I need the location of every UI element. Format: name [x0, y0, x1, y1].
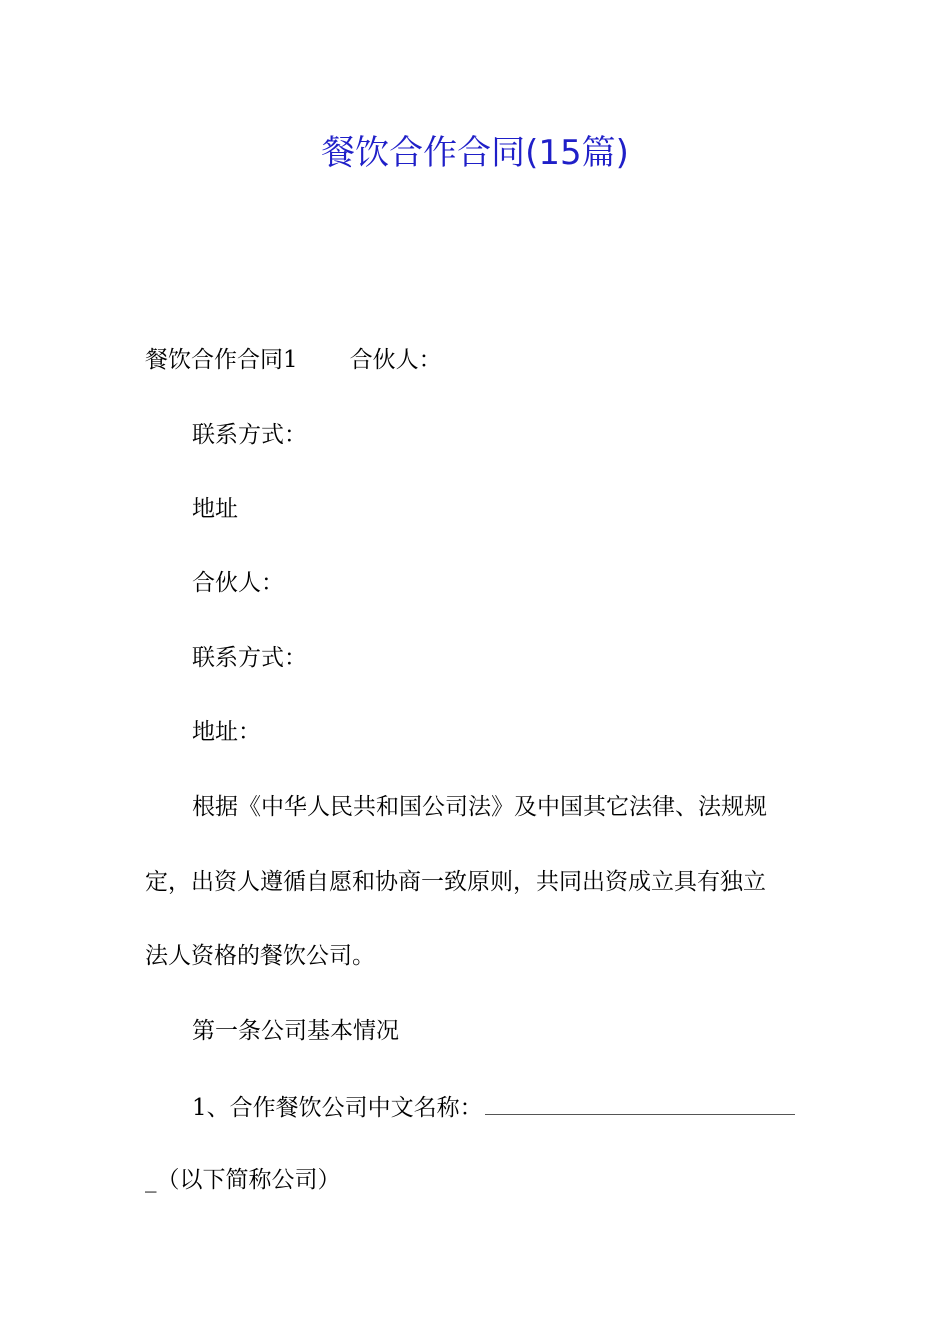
- company-name-line: [192, 1090, 795, 1124]
- partner-label: 合伙人：: [192, 570, 284, 596]
- preamble-line: 法人资格的餐饮公司。: [145, 943, 375, 969]
- address-label: 地址：: [192, 719, 261, 745]
- contract-heading: 餐饮合作合同1: [145, 347, 298, 373]
- article-heading: 第一条公司基本情况: [192, 1018, 399, 1044]
- preamble-line: 根据《中华人民共和国公司法》及中国其它法律、法规规: [192, 794, 767, 820]
- document-title: 餐饮合作合同(15篇): [321, 133, 629, 173]
- address-label: 地址: [192, 496, 238, 522]
- preamble-line: 定，出资人遵循自愿和协商一致原则，共同出资成立具有独立: [145, 869, 766, 895]
- fill-in-blank[interactable]: [485, 1090, 795, 1115]
- partner-label: 合伙人：: [349, 347, 442, 373]
- company-name-continuation: _（以下简称公司）: [145, 1167, 341, 1193]
- company-name-label: 1、合作餐饮公司中文名称：: [192, 1095, 483, 1121]
- contact-label: 联系方式：: [192, 422, 307, 448]
- contract-heading-line: [145, 344, 442, 376]
- contact-label: 联系方式：: [192, 645, 307, 671]
